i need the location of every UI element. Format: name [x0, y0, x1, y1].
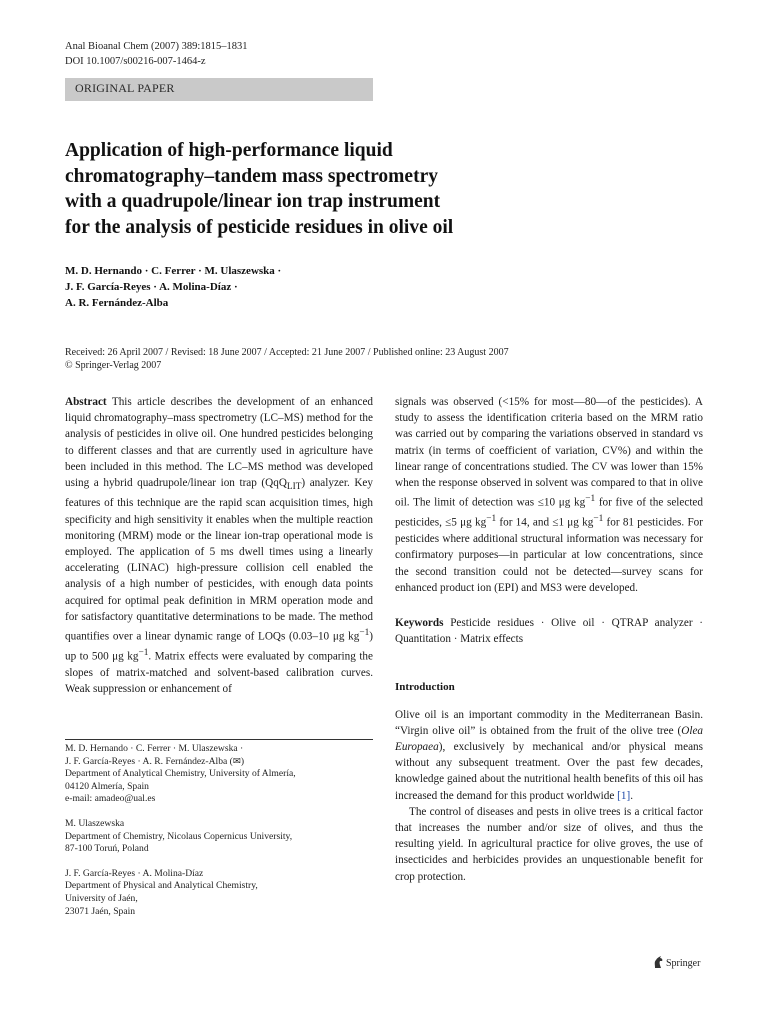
- citation-link[interactable]: [1]: [617, 789, 631, 802]
- species-name: Olea Europaea: [395, 724, 703, 753]
- paragraph-text: ), exclusively by mechanical and/or physical means without any subsequent treatment. Over the past few decades, knowledge gained about the nutritional health benefits of this oil has increased the demand for this product worldwide: [395, 740, 703, 802]
- title-line: Application of high-performance liquid: [65, 140, 393, 161]
- superscript: −1: [138, 648, 149, 659]
- paragraph-text: Olive oil is an important commodity in the Mediterranean Basin. “Virgin olive oil” is obtained from the fruit of the olive tree (: [395, 708, 703, 737]
- affiliation-line: Department of Physical and Analytical Chemistry,: [65, 880, 258, 892]
- subscript: LIT: [286, 482, 302, 493]
- affiliation-line: 04120 Almería, Spain: [65, 780, 149, 792]
- keywords-label: Keywords: [395, 616, 444, 629]
- author-line: A. R. Fernández-Alba: [65, 297, 169, 309]
- abstract-text: for five of the selected pesticides, ≤5 μg kg: [395, 496, 703, 529]
- springer-horse-icon: [652, 955, 664, 969]
- superscript: −1: [593, 514, 604, 525]
- keywords-text: Pesticide residues · Olive oil · QTRAP analyzer · Quantitation · Matrix effects: [395, 616, 703, 646]
- abstract-text: This article describes the development of an enhanced liquid chromatography–mass spectrometry (LC–MS) method for the analysis of pesticides in olive oil. One hundred pesticides belonging to different classes and that are currently used in agriculture have been included in this method. The LC–MS method was developed using a hybrid quadrupole/linear ion trap (QqQ: [65, 396, 373, 490]
- superscript: −1: [585, 494, 596, 505]
- affiliation-line: J. F. García-Reyes · A. Molina-Díaz: [65, 867, 204, 879]
- author-list: [65, 263, 281, 311]
- affiliation-line: 23071 Jaén, Spain: [65, 905, 136, 917]
- superscript: −1: [486, 514, 497, 525]
- title-line: for the analysis of pesticide residues in olive oil: [65, 216, 454, 238]
- publisher-logo: [652, 955, 700, 969]
- copyright: © Springer-Verlag 2007: [65, 360, 162, 371]
- abstract-continued: [395, 394, 703, 596]
- right-column: [395, 394, 703, 885]
- history-dates: Received: 26 April 2007 / Revised: 18 June 2007 / Accepted: 21 June 2007 / Published online: 23 August 2007: [65, 347, 509, 358]
- title-line: chromatography–tandem mass spectrometry: [65, 165, 438, 187]
- paragraph-text: .: [630, 789, 633, 802]
- intro-paragraph: The control of diseases and pests in olive trees is a critical factor that increases the number and/or size of olives, and thus the resulting yield. In agricultural practice for olive groves, the use of insecticides and herbicides provides an unquestionable benefit for crop protection.: [395, 805, 703, 883]
- affiliation-line: M. Ulaszewska: [65, 817, 125, 829]
- abstract-text: signals was observed (<15% for most—80—of the pesticides). A study to assess the identification criteria based on the MRM ratio was carried out by comparing the variations observed in standard vs matrix (in terms of coefficient of variation, CV%) and within the linear range of concentrations studied. The CV was lower than 15% when the response observed in solvent was compared to that in olive oil. The limit of detection was ≤10 μg kg: [395, 396, 703, 509]
- affiliation-block: [65, 743, 373, 806]
- keywords: [395, 615, 703, 647]
- journal-citation: Anal Bioanal Chem (2007) 389:1815–1831: [65, 41, 248, 52]
- abstract-text: ) analyzer. Key features of this technique are the rapid scan acquisition times, high specificity and high sensitivity it enables when the multiple reaction monitoring (MRM) mode or the linear ion-trap operational mode is employed. The application of 5 ms dwell times using a linearly accelerating (LINAC) high-pressure collision cell enabled the analysis of a high number of pesticides, with enough data points acquired for optimal peak definition in MRM operation mode and for satisfactory quantitative determinations to be made. The method quantifies over a linear dynamic range of LOQs (0.03–10 μg kg: [65, 477, 373, 643]
- affiliation-line: 87-100 Toruń, Poland: [65, 843, 149, 855]
- introduction-heading: Introduction: [395, 681, 455, 694]
- superscript: −1: [359, 628, 370, 639]
- article-title: [65, 138, 585, 240]
- publisher-name: Springer: [666, 958, 701, 969]
- affiliations: [65, 743, 373, 930]
- intro-paragraph: [395, 707, 703, 804]
- affiliation-block: [65, 868, 373, 918]
- abstract-label: Abstract: [65, 396, 107, 408]
- abstract-text: ) up to 500 μg kg: [65, 630, 373, 663]
- affiliation-block: [65, 818, 373, 856]
- affiliation-divider: [65, 739, 373, 740]
- affiliation-line: University of Jaén,: [65, 892, 138, 904]
- section-label: ORIGINAL PAPER: [75, 81, 175, 95]
- abstract-text: for 14, and ≤1 μg kg: [496, 516, 594, 529]
- abstract-text: for 81 pesticides. For pesticides where additional structural information was necessary for confirmatory purposes—in particular at low concentrations, since the second transition could not be detected—survey scans for enhanced product ion (EPI) and MS3 were developed.: [395, 516, 703, 594]
- article-history: [65, 346, 509, 372]
- author-line: M. D. Hernando · C. Ferrer · M. Ulaszewska ·: [65, 265, 282, 277]
- author-line: J. F. García-Reyes · A. Molina-Díaz ·: [65, 281, 238, 293]
- section-label-bar: [65, 78, 373, 101]
- abstract-left-column: [65, 394, 373, 697]
- title-line: with a quadrupole/linear ion trap instrument: [65, 191, 441, 212]
- doi[interactable]: DOI 10.1007/s00216-007-1464-z: [65, 56, 206, 67]
- affiliation-line: Department of Chemistry, Nicolaus Copernicus University,: [65, 830, 293, 842]
- email-line[interactable]: e-mail: amadeo@ual.es: [65, 793, 156, 805]
- affiliation-line: J. F. García-Reyes · A. R. Fernández-Alba (✉): [65, 755, 245, 767]
- abstract-text: . Matrix effects were evaluated by comparing the slopes of matrix-matched and solvent-based calibration curves. Weak suppression or enhancement of: [65, 650, 373, 696]
- affiliation-line: Department of Analytical Chemistry, University of Almería,: [65, 768, 296, 780]
- affiliation-line: M. D. Hernando · C. Ferrer · M. Ulaszewska ·: [65, 743, 244, 754]
